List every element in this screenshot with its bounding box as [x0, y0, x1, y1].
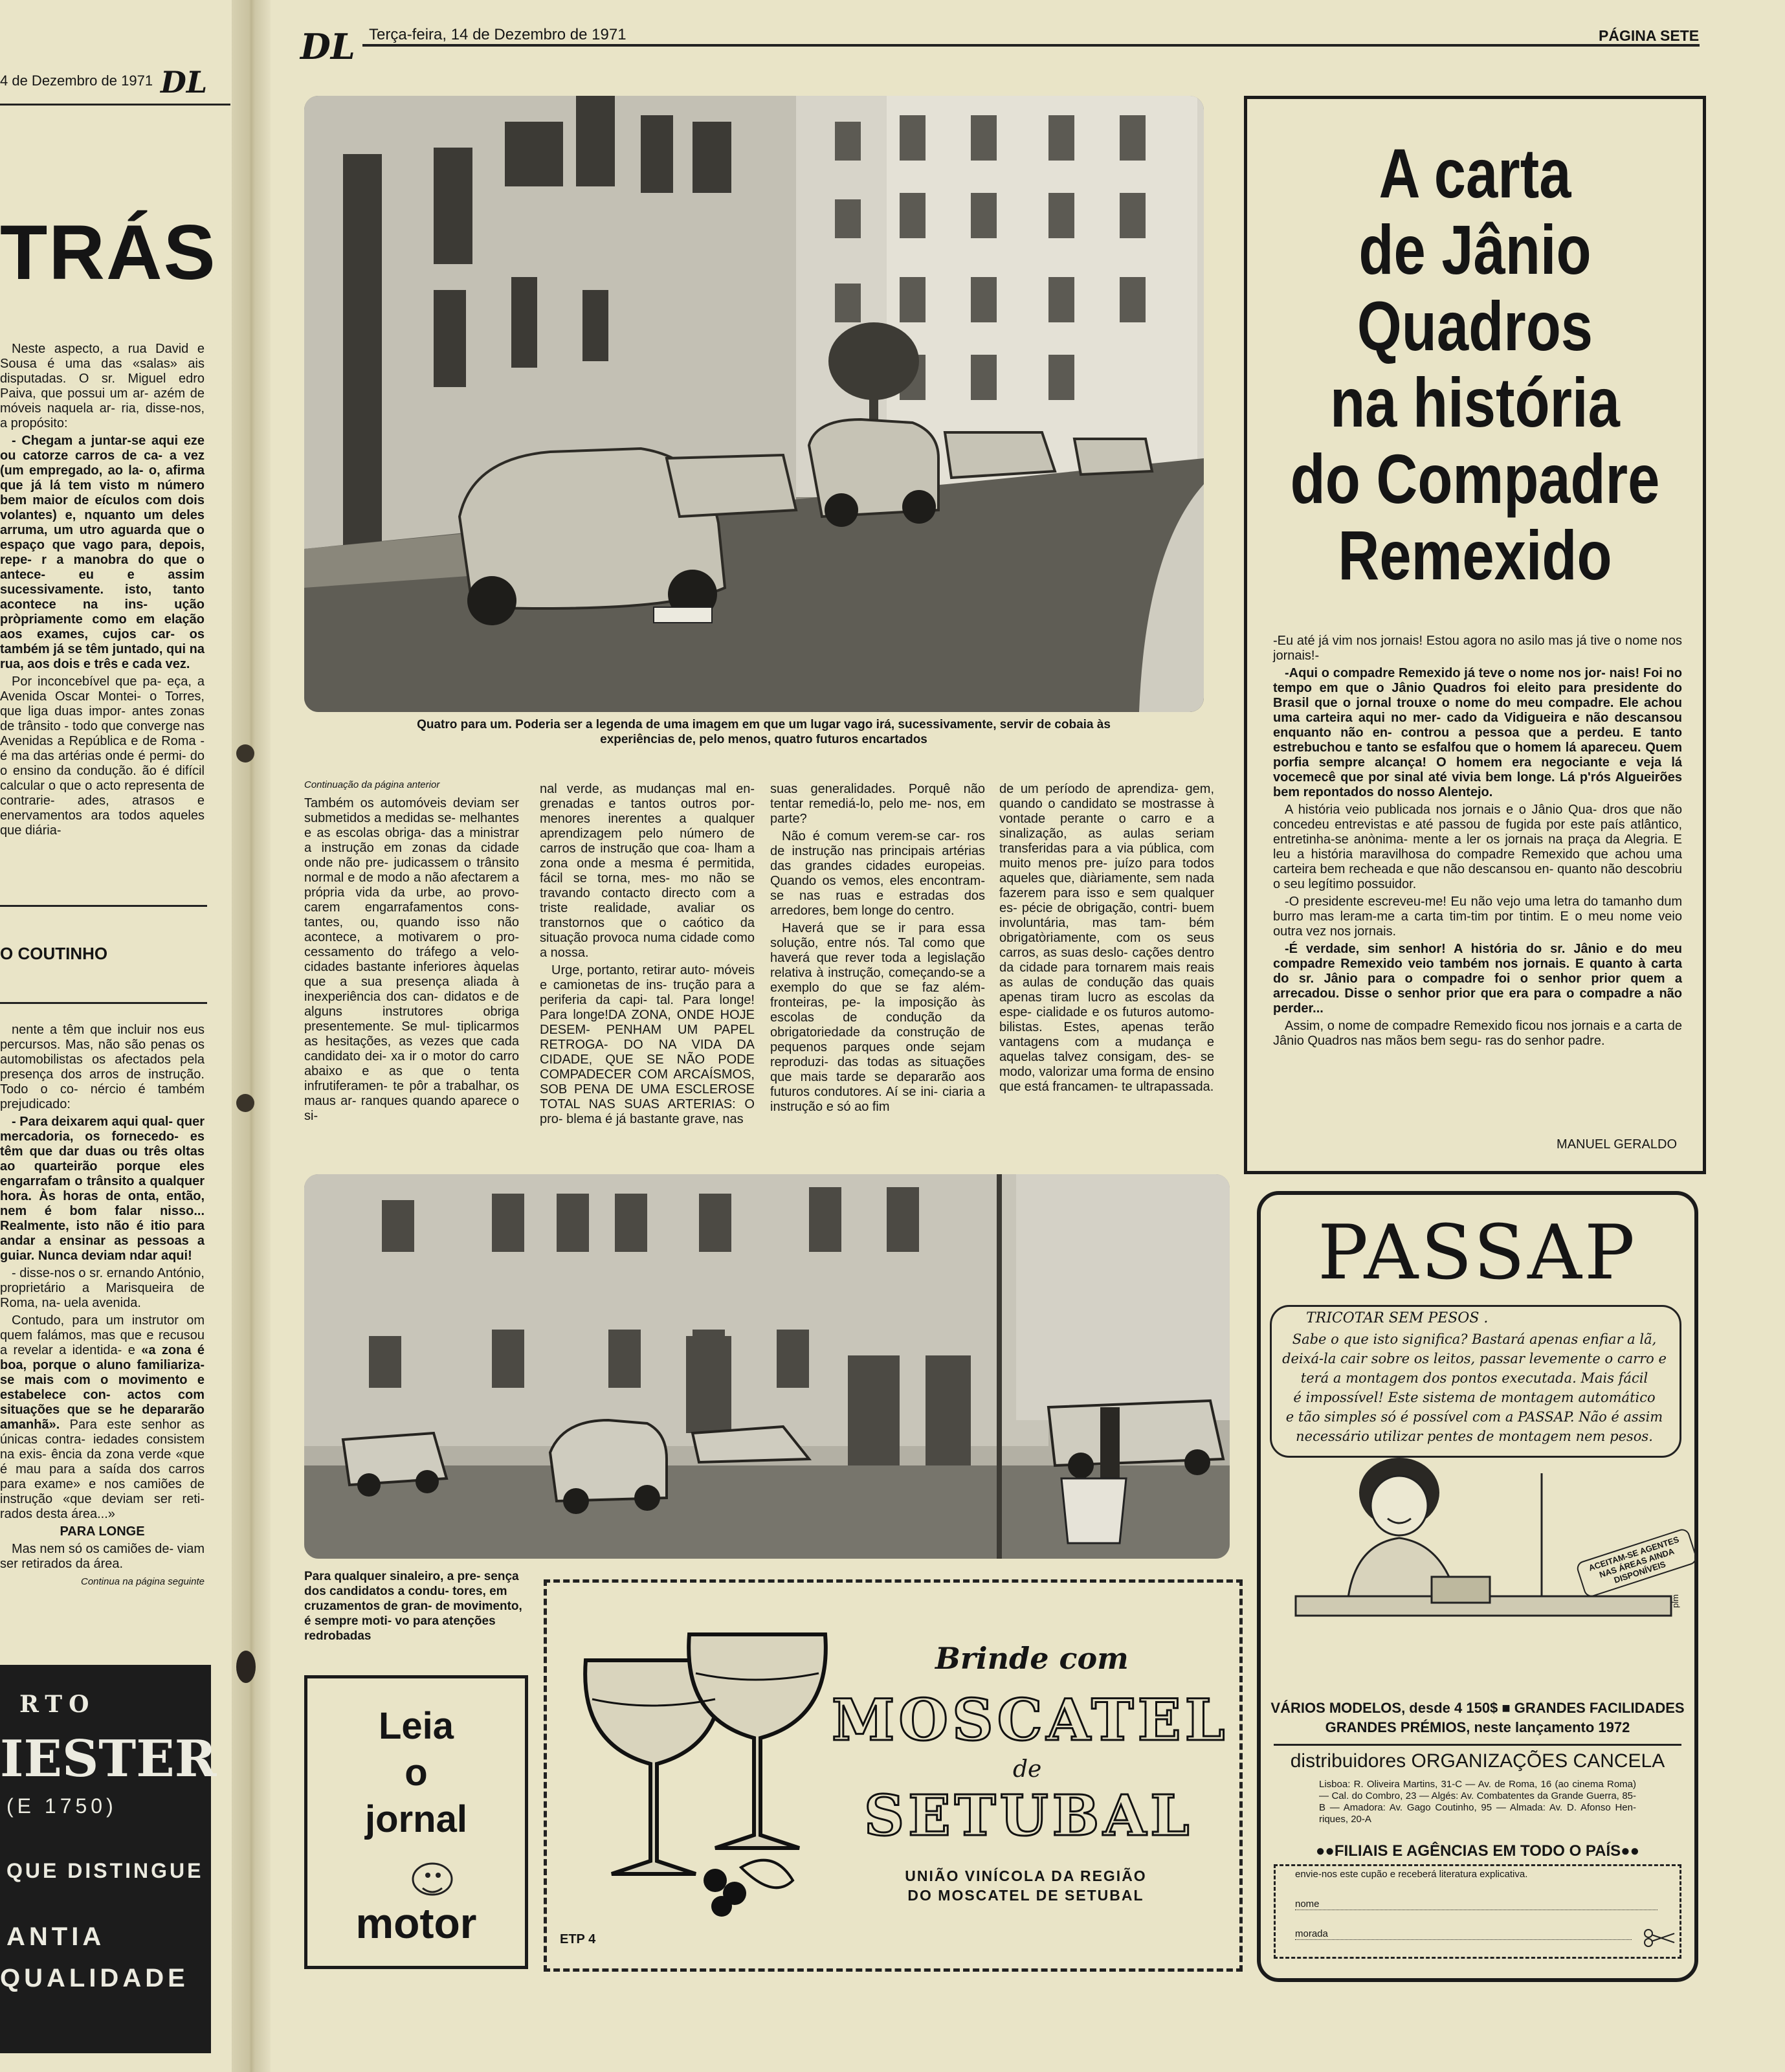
carta-box	[1244, 96, 1706, 1174]
passap-hand-line-4: é impossível! Este sistema de montagem automático	[1293, 1390, 1656, 1405]
motor-mascot-icon	[403, 1853, 461, 1905]
carta-title-line-5: Remexido	[1338, 516, 1612, 594]
left-ad-line-6: QUALIDADE	[0, 1964, 189, 1992]
carta-title	[1288, 135, 1661, 594]
carta-title-line-1: A carta	[1379, 134, 1571, 212]
passap-hand-line-5: e tão simples só é possível com a PASSAP. Não é assim	[1285, 1409, 1663, 1425]
leia-line-3: jornal	[365, 1798, 467, 1840]
photo-parked-cars	[304, 96, 1204, 712]
wine-glasses-icon	[560, 1621, 870, 1919]
moscatel-de: de	[1013, 1756, 1042, 1783]
article-col-4	[999, 782, 1214, 1097]
carta-p2: -Aqui o compadre Remexido já teve o nome nos jor- nais! Foi no tempo em que o Jânio Quadros foi eleito para presidente do Brasil que o jornal trouxe o nome do meu compadre. Ele achou uma carteira aqui no mer- cado da Vidigueira e não descansou enquanto não en- controu a pessoa que a perdeu. E tanto estrebuchou e tanto se esfalfou que o homem lá apareceu. Quem porfia sempre alcança! O homem era negociante e veja lá vocemecê que por sinal até vivia bem longe. Lá p'rós Algueirões bem repontados do nosso Alentejo.	[1273, 666, 1682, 799]
left-col1-para: Neste aspecto, a rua David e Sousa é uma das «salas» ais disputadas. O sr. Miguel edro Paiva, que possui um ar- azém de móveis naquela ar- ria, disse-nos, a propósito:	[0, 342, 205, 430]
left-ad-block	[0, 1665, 217, 2053]
photo-traffic-officer	[304, 1174, 1230, 1559]
photo1-caption: Quatro para um. Poderia ser a legenda de uma imagem em que um lugar vago irá, sucessivamente, servir de cobaia às experiências de, pelo menos, quatro futuros encartados	[417, 718, 1111, 746]
left-col1-para2: Por inconcebível que pa- eça, a Avenida Oscar Montei- o Torres, que liga duas impor- antes zonas de trânsito - todo que converge nas Avenidas a República e de Roma - é ma das artérias onde é permi- do o ensino da condução. ão é difícil calcular o que o acto representa de contrarie- ades, atrasos e enervamentos ara todos aqueles que diária-	[0, 674, 205, 838]
left-ad-line-2: IESTER	[0, 1730, 217, 1788]
moscatel-ad	[544, 1579, 1243, 1972]
passap-hand-title: TRICOTAR SEM PESOS .	[1306, 1310, 1489, 1326]
passap-addresses: Lisboa: R. Oliveira Martins, 31-C — Av. de Roma, 16 (ao cinema Roma) — Cal. do Combro, 23 — Algés: Av. Combatentes da Grande Guerra, 85-B — Amadora: Av. Gago Coutinho, 95 — Almada: Av. D. Afonso Hen- riques, 20-A	[1319, 1779, 1636, 1825]
moscatel-brinde: Brinde com	[935, 1641, 1129, 1676]
article-col1-text: Também os automóveis deviam ser submetidos a medidas se- melhantes e as escolas obriga- das a ministrar a instrução em zonas da cidade onde não pre- judicassem o trânsito normal e de modo a não afectarem a própria vida da urbe, ao provo- carem engarrafamentos cons- tantes, ou, quando isso não acontece, a motivarem o pro- cessamento do tráfego a velo- cidades bastante inferiores àquelas que a sua presença aliada à inexperiência dos can- didatos e de alguns instrutores obriga presentemente. Se mul- tiplicarmos as hesitações, as vezes que cada candidato dei- xa ir o motor do carro abaixo e as que o tenta infrutiferamen- te pôr a trabalhar, os maus ar- ranques quando aparece o si-	[304, 796, 519, 1123]
left-continued: Continua na página seguinte	[81, 1576, 205, 1587]
photo2-caption: Para qualquer sinaleiro, a pre- sença dos candidatos a condu- tores, em cruzamentos de gran- de movimento, é sempre moti- vo para atenções redrobadas	[304, 1570, 522, 1643]
continuation-note: Continuação da página anterior	[304, 779, 440, 790]
article-col-1	[304, 796, 519, 1126]
left-ad-line-4: QUE DISTINGUE	[6, 1859, 204, 1882]
article-col-2	[540, 782, 755, 1130]
scissors-icon	[1643, 1928, 1676, 1948]
left-page-header	[0, 65, 230, 102]
carta-p1: -Eu até já vim nos jornais! Estou agora no asilo mas já tive o nome nos jornais!-	[1273, 634, 1682, 663]
carta-title-line-2: de Jânio Quadros	[1357, 210, 1593, 365]
passap-coupon-name[interactable]: nome	[1295, 1899, 1658, 1910]
article-col3-text-c: Haverá que se ir para essa solução, entre nós. Tal como que haverá que rever toda a legislação relativa à instrução, começando-se a exemplo do que se faz além-fronteiras, pe- la imposição às escolas de condução da obrigatoriedade da construção de pequenos parques onde sejam reproduzi- das todas as situações que mais tarde se depararão aos futuros condutores. Aí se ini- ciaria a instrução e só ao fim	[770, 921, 985, 1114]
photo-traffic-officer-image	[304, 1174, 1230, 1559]
carta-p5: -É verdade, sim senhor! A história do sr. Jânio e do meu compadre Remexido veio também nos jornais. E quanto à carta do sr. Jânio para o compadre foi o senhor prior quem a arrecadou. Disse o senhor prior que era para o compadre a não perder...	[1273, 942, 1682, 1016]
article-col3-text-b: Não é comum verem-se car- ros de instrução nas principais artérias das grandes cidades europeias. Quando os vemos, eles encontram-se nas ruas e estradas dos arredores, bem longe do centro.	[770, 829, 985, 918]
left-headline: TRÁS	[0, 209, 217, 296]
article-col2-text: nal verde, as mudanças mal en- grenadas e tantos outros por- menores inerentes a qualquer aprendizagem pelo número de carros de instrução que coa- lham a zona onde a mesma é permitida, fácil se torna, mes- mo não se travando contacto directo com a triste realidade, avaliar os transtornos que o caótico da situação provoca numa cidade como a nossa.	[540, 782, 755, 960]
article-col4-text: de um período de aprendiza- gem, quando o candidato se mostrasse à vontade perante o carro e a sinalização, as aulas seriam transferidas para a via pública, com muito menos pre- juízo para todos aqueles que, diàriamente, sem nada fazerem para isso e sem qualquer es- pécie de obrigação, contri- buem involuntária, mas tam- bém obrigatòriamente, com os seus carros, as suas deslo- cações dentro da cidade para tornarem mais reais as aulas de condução das quais apenas tiram lucro as escolas da espe- cialidade e os futuros automo- bilistas. Estes, apenas terão vantagens com a mudança e aquelas talvez consigam, des- se modo, valorizar uma forma de ensino que está francamen- te ultrapassada.	[999, 782, 1214, 1094]
passap-stamp: ACEITAM-SE AGENTES NAS ÁREAS AINDA DISPONÍVEIS	[1575, 1527, 1699, 1598]
carta-author: MANUEL GERALDO	[1557, 1137, 1677, 1152]
left-col2-para5: Mas nem só os camiões de- viam ser retirados da área.	[0, 1542, 205, 1571]
left-rule-2	[0, 1002, 207, 1004]
leia-line-2: o	[405, 1752, 428, 1794]
article-col3-text: suas generalidades. Porquê não tentar remediá-lo, pelo me- nos, em parte?	[770, 782, 985, 826]
passap-distrib: distribuidores ORGANIZAÇÕES CANCELA	[1290, 1750, 1665, 1772]
left-column-1	[0, 342, 205, 841]
moscatel-name: MOSCATEL	[832, 1686, 1229, 1754]
carta-body	[1273, 634, 1682, 1051]
carta-title-line-4: do Compadre	[1290, 440, 1660, 518]
carta-title-line-3: na história	[1330, 363, 1620, 441]
left-ad-line-1: RTO	[19, 1691, 96, 1718]
left-page-date: 4 de Dezembro de 1971	[0, 72, 153, 89]
left-col1-bold: - Chegam a juntar-se aqui eze ou catorze carros de ca- a vez (um empregado, ao la- o, afirma que já lá tem visto m número bem maior de eículos com dois volantes) e, nquanto um deles arruma, um utro aguarda que o espaço que vago para, depois, repe- r a manobra do que o antece- eu e assim sucessivamente. isto, tanto acontece na ins- ução pròpriamente como em elação aos exames, cujos car- os também já se têm juntado, qui na rua, aos dois e três e cada vez.	[0, 434, 205, 671]
moscatel-place: SETUBAL	[864, 1783, 1193, 1849]
passap-prizes: GRANDES PRÉMIOS, neste lançamento 1972	[1325, 1719, 1630, 1735]
passap-hand-text	[1280, 1330, 1669, 1446]
left-subhead: PARA LONGE	[60, 1524, 145, 1539]
left-col2-para: nente a têm que incluir nos eus percursos. Mas, não são penas os automobilistas os afectados pela presença dos arros de instrução. Todo o co- nércio é também prejudicado:	[0, 1023, 205, 1111]
article-col-3	[770, 782, 985, 1117]
carta-p6: Assim, o nome de compadre Remexido ficou nos jornais e a carta de Jânio Quadros nas mãos bem segu- ras do senhor padre.	[1273, 1019, 1682, 1048]
left-rule-1	[0, 905, 207, 907]
left-byline: O COUTINHO	[0, 944, 108, 963]
passap-coupon-text: envie-nos este cupão e receberá literatura explicativa.	[1295, 1869, 1528, 1880]
passap-divider	[1274, 1744, 1681, 1746]
left-col2-para3: Contudo, para um instrutor om quem falámos, mas que e recusou a revelar a identida- e «a zona é boa, porque o aluno familiariza-se mais com o movimento e estabelece con- actos com situações que se he depararão amanhã». Para este senhor as únicas contra- iedades consistem na exis- ência da zona verde «que é mau para a saída dos carros para exame» e nos camiões de instrução «que deviam ser reti- rados desta área...»	[0, 1313, 205, 1521]
leia-line-1: Leia	[378, 1705, 454, 1747]
passap-hand-line-3: terá a montagem dos pontos executada. Mais fácil	[1300, 1370, 1648, 1386]
passap-brand: PASSAP	[1318, 1209, 1637, 1297]
passap-models: VÁRIOS MODELOS, desde 4 150$ ■ GRANDES FACILIDADES	[1270, 1700, 1685, 1716]
passap-coupon	[1274, 1864, 1681, 1959]
leia-ad	[304, 1675, 528, 1969]
passap-hand-line-1: Sabe o que isto significa? Bastará apenas enfiar a lã,	[1292, 1331, 1657, 1347]
left-col2-para2: - disse-nos o sr. ernando António, proprietário a Marisqueira de Roma, na- uela avenida.	[0, 1266, 205, 1310]
binding-holes	[236, 744, 262, 1715]
left-ad-line-3: (E 1750)	[6, 1794, 117, 1818]
carta-p4: -O presidente escreveu-me! Eu não vejo uma letra do tamanho dum burro mas leram-me a carta tim-tim por tintim. E o meu nome veio outra vez nos jornais.	[1273, 895, 1682, 939]
passap-branches: ●●FILIAIS E AGÊNCIAS EM TODO O PAÍS●●	[1315, 1842, 1640, 1860]
header-page-label: PÁGINA SETE	[1599, 27, 1700, 44]
left-column-2	[0, 1023, 205, 1592]
moscatel-union-1: UNIÃO VINÍCOLA DA REGIÃO	[905, 1867, 1147, 1884]
left-col2-bold: - Para deixarem aqui qual- quer mercadoria, os fornecedo- es têm que dar duas ou três oltas ao quarteirão porque eles engarrafam o trânsito a qualquer hora. Às horas de onta, então, nem é bom falar nisso... Realmente, isto não é itio para andar a ensinar as pessoas a guiar. Nunca deviam ndar aqui!	[0, 1115, 205, 1263]
article-col2-text-b: Urge, portanto, retirar auto- móveis e camionetas de ins- trução para a periferia da capi- tal. Para longe! Para longe!DA ZONA, ONDE HOJE DESEM- PENHAM UM PAPEL RETROGA- DO NA VIDA DA CIDADE, QUE SE NÃO PODE COMPADECER COM ARCAÍSMOS, SOB PENA DE UMA ESCLEROSE TOTAL NAS SUAS ARTERIAS: O pro- blema é já bastante grave, nas	[540, 963, 755, 1126]
passap-coupon-address[interactable]: morada	[1295, 1928, 1632, 1940]
photo-parked-cars-image	[304, 96, 1204, 712]
carta-p3: A história veio publicada nos jornais e o Jânio Qua- dros que não concedeu entrevistas e até passou de fugida por este país atlântico, entretinha-se anònima- mente a ler os jornais na praça da Alegria. E leu a história maravilhosa do compadre Remexido que achou uma carteira bem recheada e que não descansou en- quanto não descobriu o seu legítimo possuidor.	[1273, 803, 1682, 891]
header-date: Terça-feira, 14 de Dezembro de 1971	[369, 26, 626, 43]
header-logo: DL	[300, 26, 355, 67]
moscatel-union-2: DO MOSCATEL DE SETUBAL	[907, 1887, 1144, 1904]
left-ad-line-5: ANTIA	[6, 1922, 105, 1951]
left-page-logo: DL	[161, 65, 208, 100]
passap-ad	[1257, 1191, 1698, 1982]
leia-brand: motor	[355, 1899, 477, 1947]
passap-signature: plm	[1670, 1594, 1680, 1608]
woman-knitting-machine-icon	[1270, 1454, 1684, 1622]
left-header-rule	[0, 104, 230, 106]
header-rule	[362, 44, 1700, 47]
passap-hand-line-6: necessário utilizar pentes de montagem nem pesos.	[1296, 1429, 1653, 1444]
passap-hand-line-2: deixá-la cair sobre os leitos, passar levemente o carro e	[1282, 1351, 1667, 1366]
moscatel-etp: ETP 4	[560, 1932, 596, 1946]
